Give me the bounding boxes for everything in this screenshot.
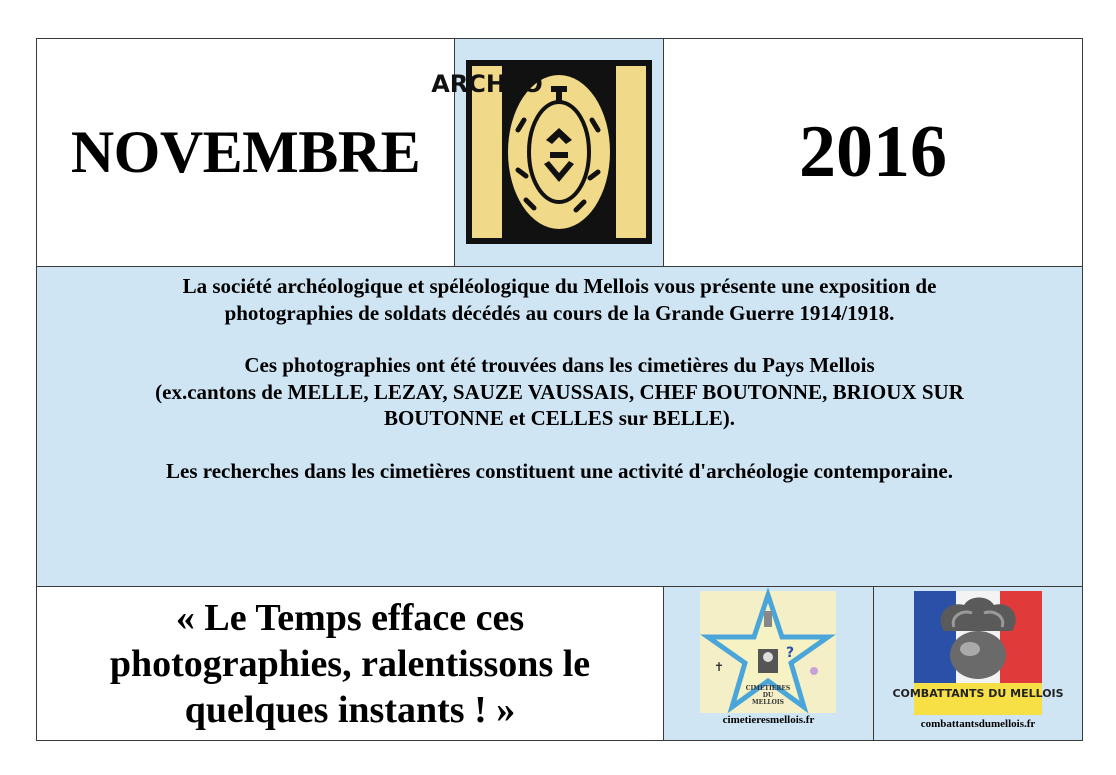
- grenade-flag-logo-icon: [892, 591, 1064, 715]
- quote-line: photographies, ralentissons le: [109, 642, 591, 685]
- svg-text:?: ?: [786, 645, 795, 661]
- combattants-caption[interactable]: combattantsdumellois.fr: [920, 718, 1036, 730]
- description-line: (ex.cantons de MELLE, LEZAY, SAUZE VAUSSAIS, CHEF BOUTONNE, BRIOUX SUR: [155, 379, 964, 404]
- combattants-mellois-partner[interactable]: [873, 586, 1083, 741]
- star-logo-text-2: DU: [762, 692, 774, 699]
- combattants-logo-text: COMBATTANTS DU MELLOIS: [892, 687, 1064, 700]
- year-text: 2016: [799, 111, 947, 193]
- month-text: NOVEMBRE: [70, 119, 421, 185]
- star-logo-text-3: MELLOIS: [751, 699, 785, 706]
- description-line: photographies de soldats décédés au cours de la Grande Guerre 1914/1918.: [224, 300, 895, 325]
- description-line: La société archéologique et spéléologique du Mellois vous présente une exposition de: [182, 274, 937, 298]
- cimetieres-caption[interactable]: cimetieresmellois.fr: [722, 714, 815, 726]
- archeo-speleo-coin-logo-icon: [431, 60, 652, 244]
- svg-text:✝: ✝: [714, 660, 725, 674]
- logo-left-letter-a: ARCHEO: [431, 70, 543, 98]
- quote-line: quelques instants ! »: [184, 688, 516, 731]
- quote-block: [36, 586, 664, 741]
- description-line: Ces photographies ont été trouvées dans les cimetières du Pays Mellois: [244, 353, 875, 377]
- exhibition-description: [36, 266, 1083, 587]
- star-logo-text-1: CIMETIERES: [745, 685, 791, 692]
- star-logo-icon: [700, 591, 836, 713]
- year-title: [663, 38, 1083, 267]
- description-line: BOUTONNE et CELLES sur BELLE).: [383, 406, 736, 430]
- archeo-speleo-logo-cell: [431, 38, 664, 267]
- month-title: [36, 38, 455, 267]
- cimetieres-mellois-partner[interactable]: [663, 586, 874, 741]
- description-line: Les recherches dans les cimetières constituent une activité d'archéologie contemporaine.: [166, 458, 953, 483]
- quote-line: « Le Temps efface ces: [175, 596, 525, 639]
